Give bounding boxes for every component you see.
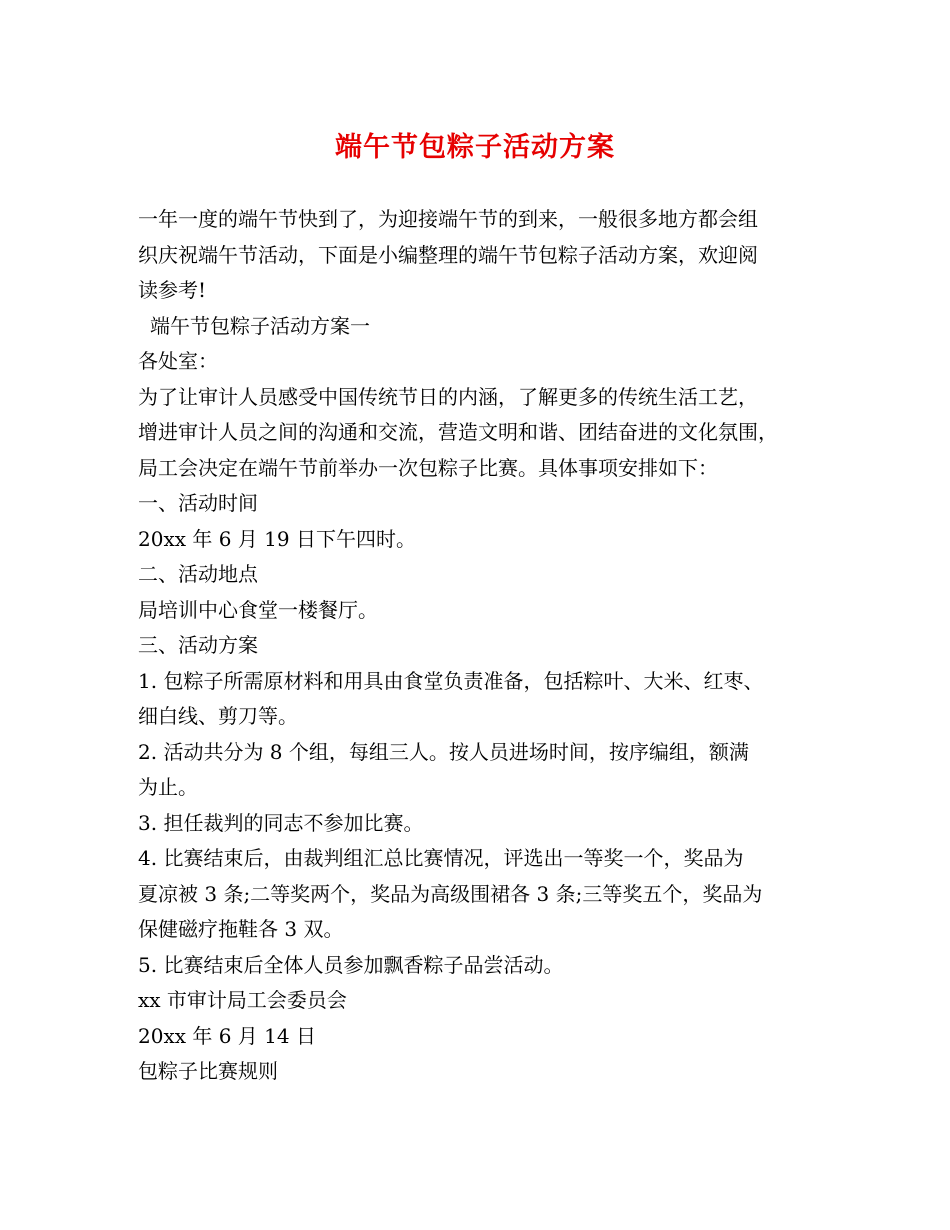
plan-item-1: 1. 包粽子所需原材料和用具由食堂负责准备，包括粽叶、大米、红枣、: [138, 668, 764, 693]
plan-item-5: 5. 比赛结束后全体人员参加飘香粽子品尝活动。: [138, 952, 564, 977]
intro-line-3: 读参考!: [138, 278, 207, 302]
plan-item-4: 4. 比赛结束后，由裁判组汇总比赛情况，评选出一等奖一个，奖品为: [138, 846, 744, 870]
event-location: 局培训中心食堂一楼餐厅。: [138, 597, 378, 622]
event-time: 20xx 年 6 月 19 日下午四时。: [138, 526, 416, 551]
plan-item-4-cont: 夏凉被 3 条;二等奖两个，奖品为高级围裙各 3 条;三等奖五个，奖品为: [138, 881, 763, 906]
subheading-time: 一、活动时间: [138, 491, 258, 515]
salutation: 各处室：: [138, 349, 218, 373]
plan-item-2-cont: 为止。: [138, 775, 198, 799]
paragraph-line: 局工会决定在端午节前举办一次包粽子比赛。具体事项安排如下：: [138, 455, 718, 480]
document-body: [138, 202, 838, 1090]
document-title: 端午节包粽子活动方案: [335, 132, 615, 163]
plan-item-1-cont: 细白线、剪刀等。: [138, 704, 298, 728]
subheading-location: 二、活动地点: [138, 562, 258, 586]
signature-org: xx 市审计局工会委员会: [138, 988, 347, 1012]
subheading-plan: 三、活动方案: [138, 633, 258, 657]
paragraph-line: 增进审计人员之间的沟通和交流，营造文明和谐、团结奋进的文化氛围，: [138, 420, 778, 444]
intro-line-2: 织庆祝端午节活动，下面是小编整理的端午节包粽子活动方案，欢迎阅: [138, 242, 758, 267]
rules-heading: 包粽子比赛规则: [138, 1059, 278, 1083]
paragraph-line: 为了让审计人员感受中国传统节日的内涵，了解更多的传统生活工艺，: [138, 384, 758, 409]
plan-item-3: 3. 担任裁判的同志不参加比赛。: [138, 810, 424, 835]
intro-line-1: 一年一度的端午节快到了，为迎接端午节的到来，一般很多地方都会组: [138, 207, 758, 231]
plan-item-2: 2. 活动共分为 8 个组，每组三人。按人员进场时间，按序编组，额满: [138, 739, 749, 764]
plan-item-4-cont: 保健磁疗拖鞋各 3 双。: [138, 917, 344, 941]
section-heading: 端午节包粽子活动方案一: [150, 313, 370, 338]
signature-date: 20xx 年 6 月 14 日: [138, 1023, 316, 1048]
